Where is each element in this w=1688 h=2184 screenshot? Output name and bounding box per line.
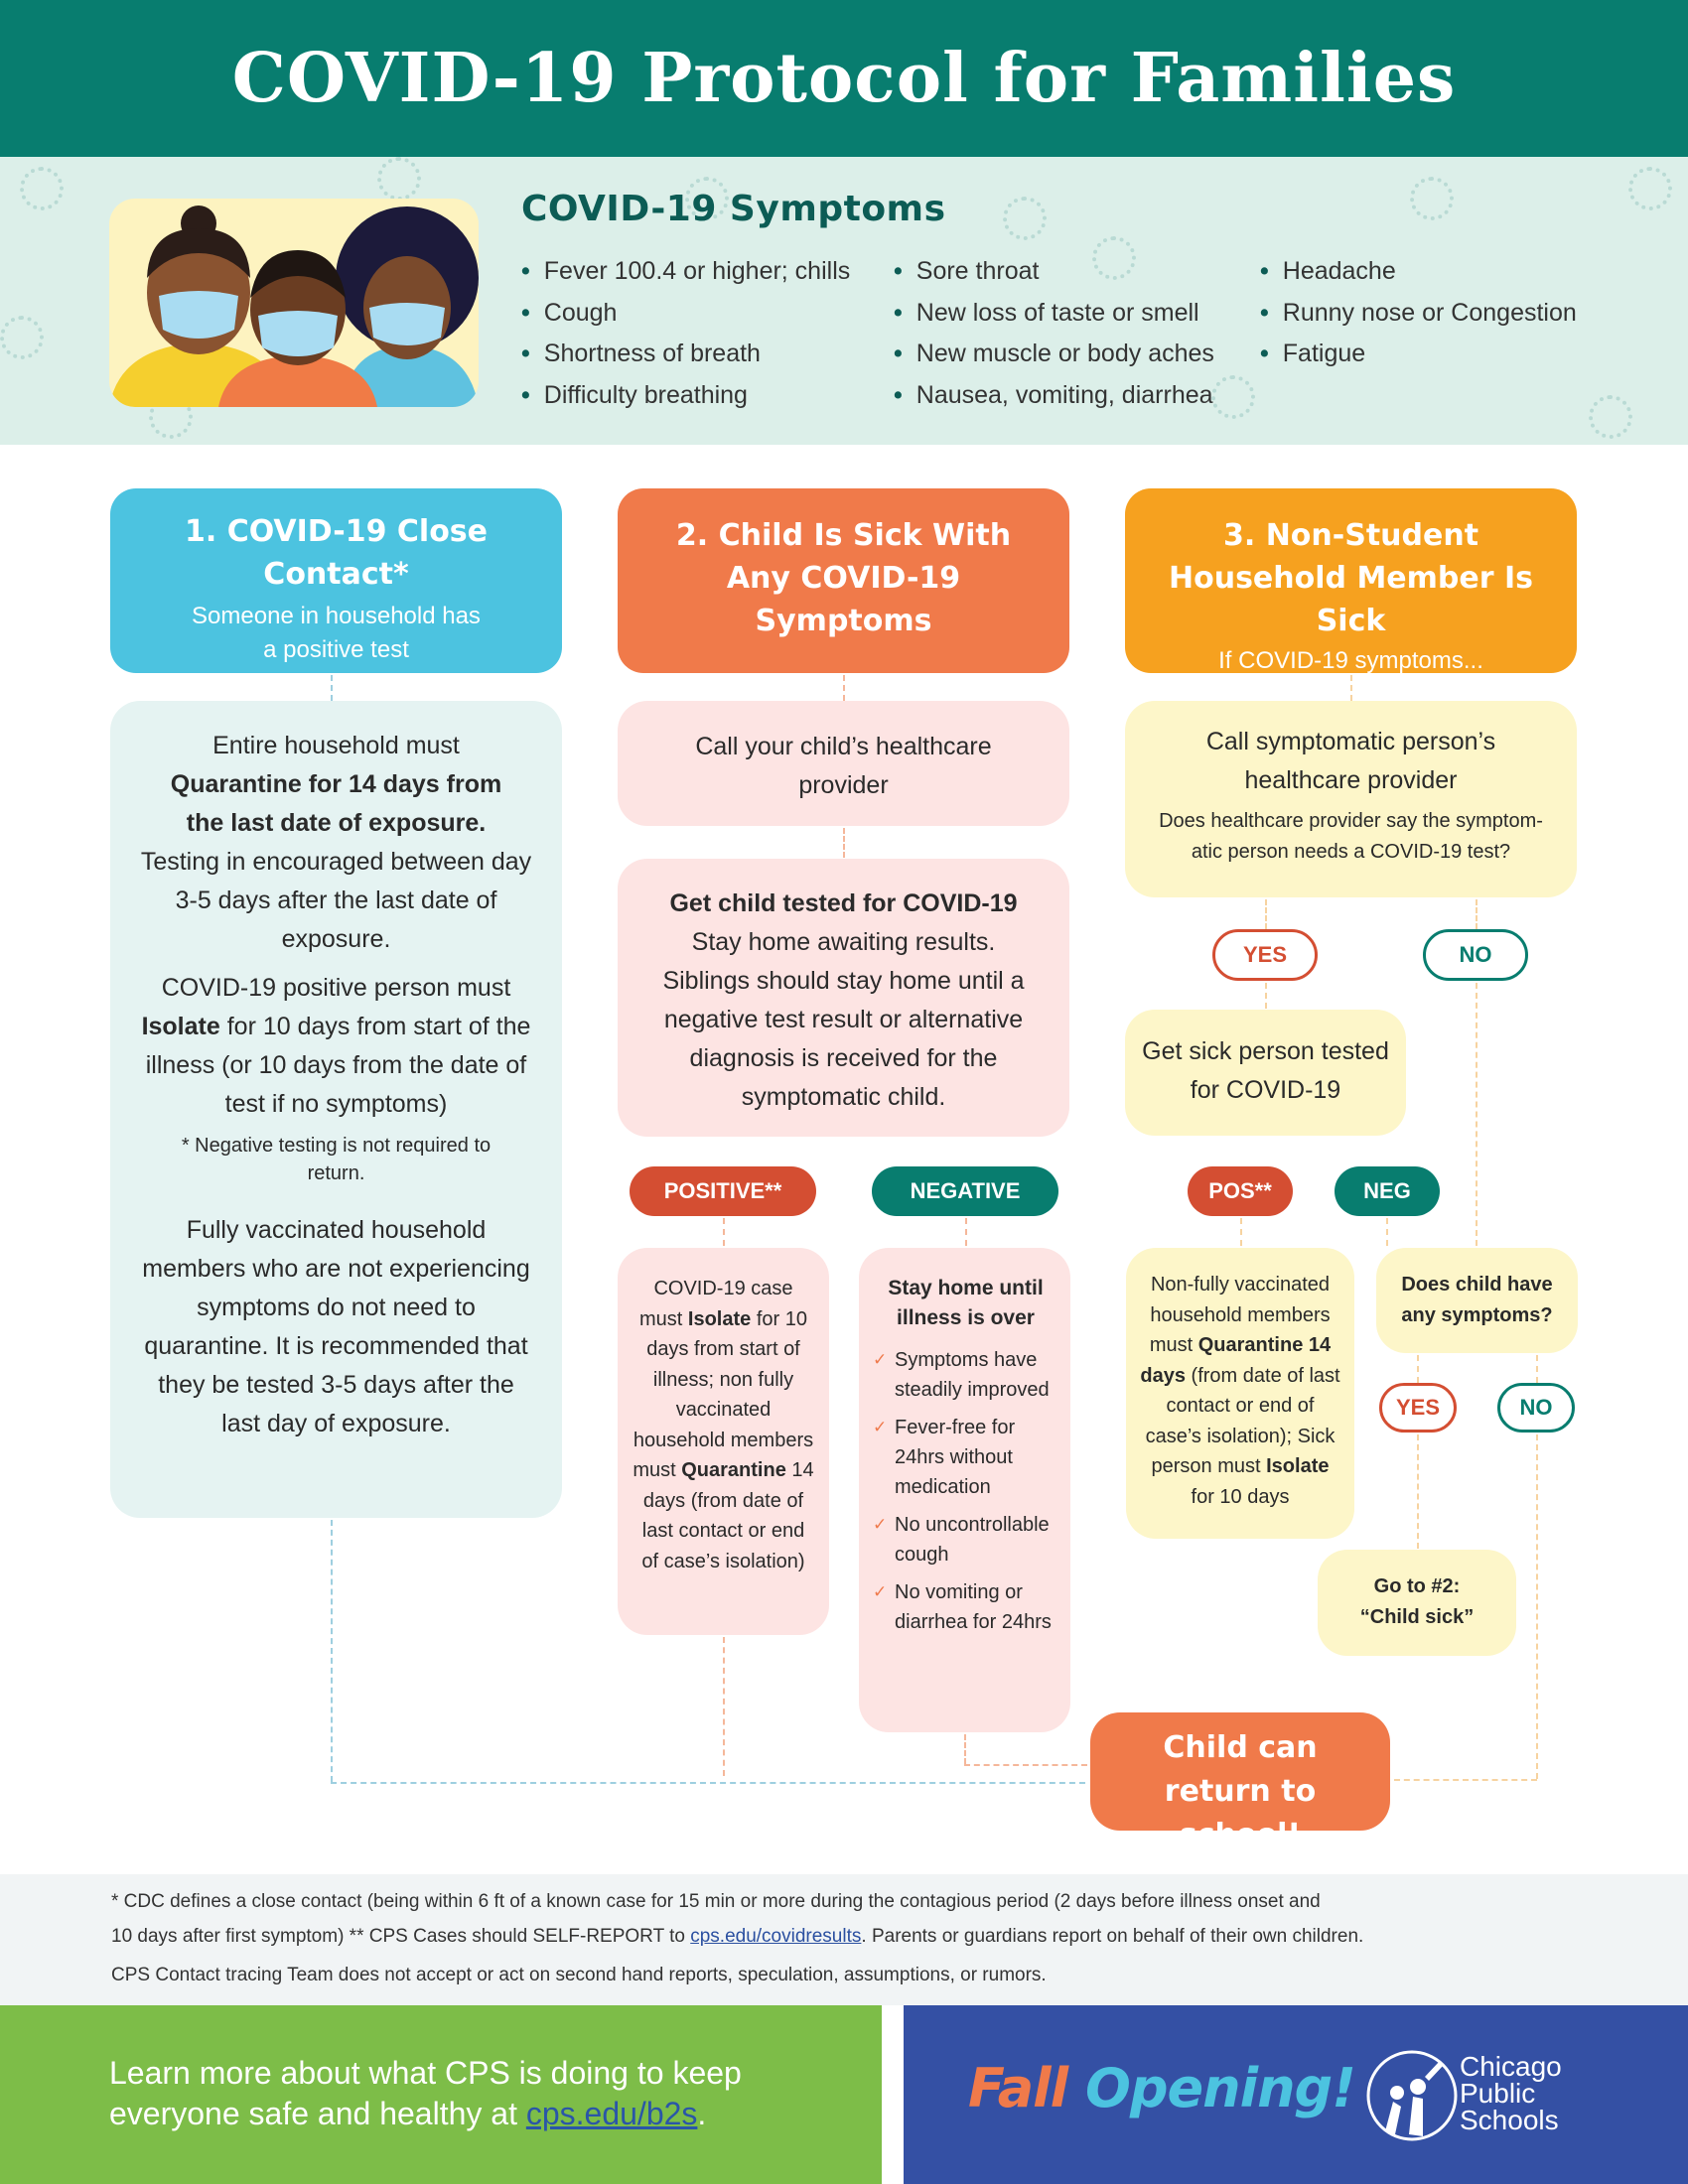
virus-decoration-icon: [377, 157, 421, 201]
household-sick-title: 3. Non-Student Household Member Is Sick: [1169, 518, 1533, 638]
goto-child-sick-box: Go to #2: “Child sick”: [1318, 1550, 1516, 1656]
cps-children-emblem-icon: [1365, 2047, 1459, 2144]
symptoms-list-1: [521, 251, 850, 416]
criteria-item: ✓ Symptoms have steadily improved: [873, 1345, 1058, 1405]
connector: [1386, 1218, 1388, 1246]
symptoms-title: COVID-19 Symptoms: [521, 189, 946, 229]
symptoms-list-2: [894, 251, 1214, 416]
symptom-item: • Runny nose or Congestion: [1260, 293, 1577, 335]
close-contact-header: [110, 488, 562, 673]
connector: [1417, 1434, 1419, 1549]
close-contact-instructions: [110, 701, 562, 1518]
isolate-paragraph: COVID-19 positive person must Isolate for 10 days from start of the illness (or 10 days from the date of test if no symptoms): [141, 974, 531, 1118]
cps-wordmark: Chicago Public Schools: [1460, 2051, 1562, 2135]
household-positive-box: Non-fully vaccinated household members must Quarantine 14 days (from date of last contact or end of case’s isolation); Sick person must Isolate for 10 days: [1126, 1248, 1354, 1539]
symptoms-list-3: [1260, 251, 1577, 375]
connector: [723, 1218, 725, 1246]
connector: [1265, 899, 1267, 929]
virus-decoration-icon: [1211, 375, 1255, 419]
no-label: NO: [1423, 929, 1528, 981]
child-sick-header: [618, 488, 1069, 673]
child-symptoms-question-box: Does child have any symptoms?: [1376, 1248, 1578, 1353]
connector: [843, 828, 845, 858]
connector: [1536, 1355, 1538, 1383]
connector: [1265, 983, 1267, 1009]
stay-home-title: Stay home until illness is over: [888, 1277, 1044, 1329]
symptom-item: • Fatigue: [1260, 334, 1577, 375]
return-criteria-list: [873, 1345, 1058, 1637]
virus-decoration-icon: [1003, 197, 1047, 240]
yes-label: YES: [1212, 929, 1318, 981]
negative-result-label: NEGATIVE: [872, 1166, 1058, 1216]
cps-logo: [1365, 2047, 1459, 2149]
neg-result-label: NEG: [1335, 1166, 1440, 1216]
call-provider-box: Call your child’s healthcare provider: [618, 701, 1069, 826]
connector: [1350, 675, 1352, 701]
connector: [723, 1637, 725, 1776]
virus-decoration-icon: [1589, 395, 1632, 439]
connector: [1536, 1434, 1538, 1779]
page-header: [0, 0, 1688, 157]
fall-opening-logo: Fall Opening!: [968, 2057, 1355, 2119]
pos-result-label: POS**: [1188, 1166, 1293, 1216]
call-symptomatic-provider-box: Call symptomatic person’s healthcare provider Does healthcare provider say the symptom-atic person needs a COVID-19 test?: [1125, 701, 1577, 897]
criteria-item: ✓ No vomiting or diarrhea for 24hrs: [873, 1577, 1058, 1637]
symptom-item: • Nausea, vomiting, diarrhea: [894, 375, 1214, 417]
connector: [331, 1782, 1085, 1784]
child-no-label: NO: [1497, 1383, 1575, 1433]
learn-more-text: Learn more about what CPS is doing to keep everyone safe and healthy at cps.edu/b2s.: [109, 2055, 742, 2131]
household-sick-subtitle: If COVID-19 symptoms...: [1218, 647, 1483, 674]
footnote-contact-tracing: CPS Contact tracing Team does not accept or act on second hand reports, speculation, assumptions, or rumors.: [111, 1965, 1047, 1985]
symptom-item: • Sore throat: [894, 251, 1214, 293]
symptom-item: • Fever 100.4 or higher; chills: [521, 251, 850, 293]
positive-result-label: POSITIVE**: [630, 1166, 816, 1216]
connector: [964, 1764, 1087, 1766]
connector: [965, 1218, 967, 1246]
vaccinated-paragraph: Fully vaccinated household members who are not experiencing symptoms do not need to quarantine. It is recommended that they be tested 3-5 days after the last day of exposure.: [142, 1216, 530, 1437]
symptom-item: • New loss of taste or smell: [894, 293, 1214, 335]
symptom-item: • Cough: [521, 293, 850, 335]
b2s-link[interactable]: cps.edu/b2s: [525, 2096, 698, 2131]
covidresults-link[interactable]: cps.edu/covidresults: [690, 1926, 862, 1947]
connector: [1240, 1218, 1242, 1246]
virus-decoration-icon: [20, 167, 64, 210]
get-sick-person-tested-box: Get sick person tested for COVID-19: [1125, 1010, 1406, 1136]
footnote-self-report: 10 days after first symptom) ** CPS Cases should SELF-REPORT to cps.edu/covidresults. Parents or guardians report on behalf of their own children.: [111, 1926, 1364, 1947]
virus-decoration-icon: [1410, 177, 1454, 220]
criteria-item: ✓ No uncontrollable cough: [873, 1510, 1058, 1570]
connector: [331, 675, 333, 701]
symptom-item: • New muscle or body aches: [894, 334, 1214, 375]
connector: [331, 1520, 333, 1782]
masked-family-icon: [109, 199, 479, 407]
connector: [1476, 899, 1477, 929]
connector: [1476, 983, 1477, 1246]
child-sick-title: 2. Child Is Sick With Any COVID-19 Symptoms: [675, 518, 1012, 638]
family-illustration: [109, 199, 479, 407]
symptom-item: • Difficulty breathing: [521, 375, 850, 417]
symptom-item: • Headache: [1260, 251, 1577, 293]
criteria-item: ✓ Fever-free for 24hrs without medication: [873, 1413, 1058, 1502]
negative-stay-home-box: [859, 1248, 1070, 1732]
page-title: COVID-19 Protocol for Families: [231, 39, 1457, 118]
testing-note: * Negative testing is not required to return.: [181, 1135, 492, 1184]
positive-isolate-box: COVID-19 case must Isolate for 10 days from start of illness; non fully vaccinated household members must Quarantine 14 days (from date of last contact or end of case’s isolation): [618, 1248, 829, 1635]
get-tested-box: Get child tested for COVID-19 Stay home awaiting results. Siblings should stay home until a negative test result or alternative diagnosis is received for the symptomatic child.: [618, 859, 1069, 1137]
connector: [964, 1734, 966, 1764]
household-sick-header: [1125, 488, 1577, 673]
close-contact-title: 1. COVID-19 Close Contact*: [184, 514, 489, 592]
virus-decoration-icon: [1628, 167, 1672, 210]
child-yes-label: YES: [1379, 1383, 1457, 1433]
symptom-item: • Shortness of breath: [521, 334, 850, 375]
connector: [1394, 1779, 1537, 1781]
footnote-close-contact: * CDC defines a close contact (being within 6 ft of a known case for 15 min or more during the contagious period (2 days before illness onset and: [111, 1891, 1321, 1912]
child-can-return-box: Child can return to school!: [1090, 1712, 1390, 1831]
connector: [1417, 1355, 1419, 1383]
connector: [843, 675, 845, 701]
quarantine-paragraph: Entire household must Quarantine for 14 days from the last date of exposure. Testing in encouraged between day 3-5 days after the last date of exposure.: [140, 732, 532, 953]
close-contact-subtitle: Someone in household has a positive test: [192, 603, 481, 663]
virus-decoration-icon: [0, 316, 44, 359]
